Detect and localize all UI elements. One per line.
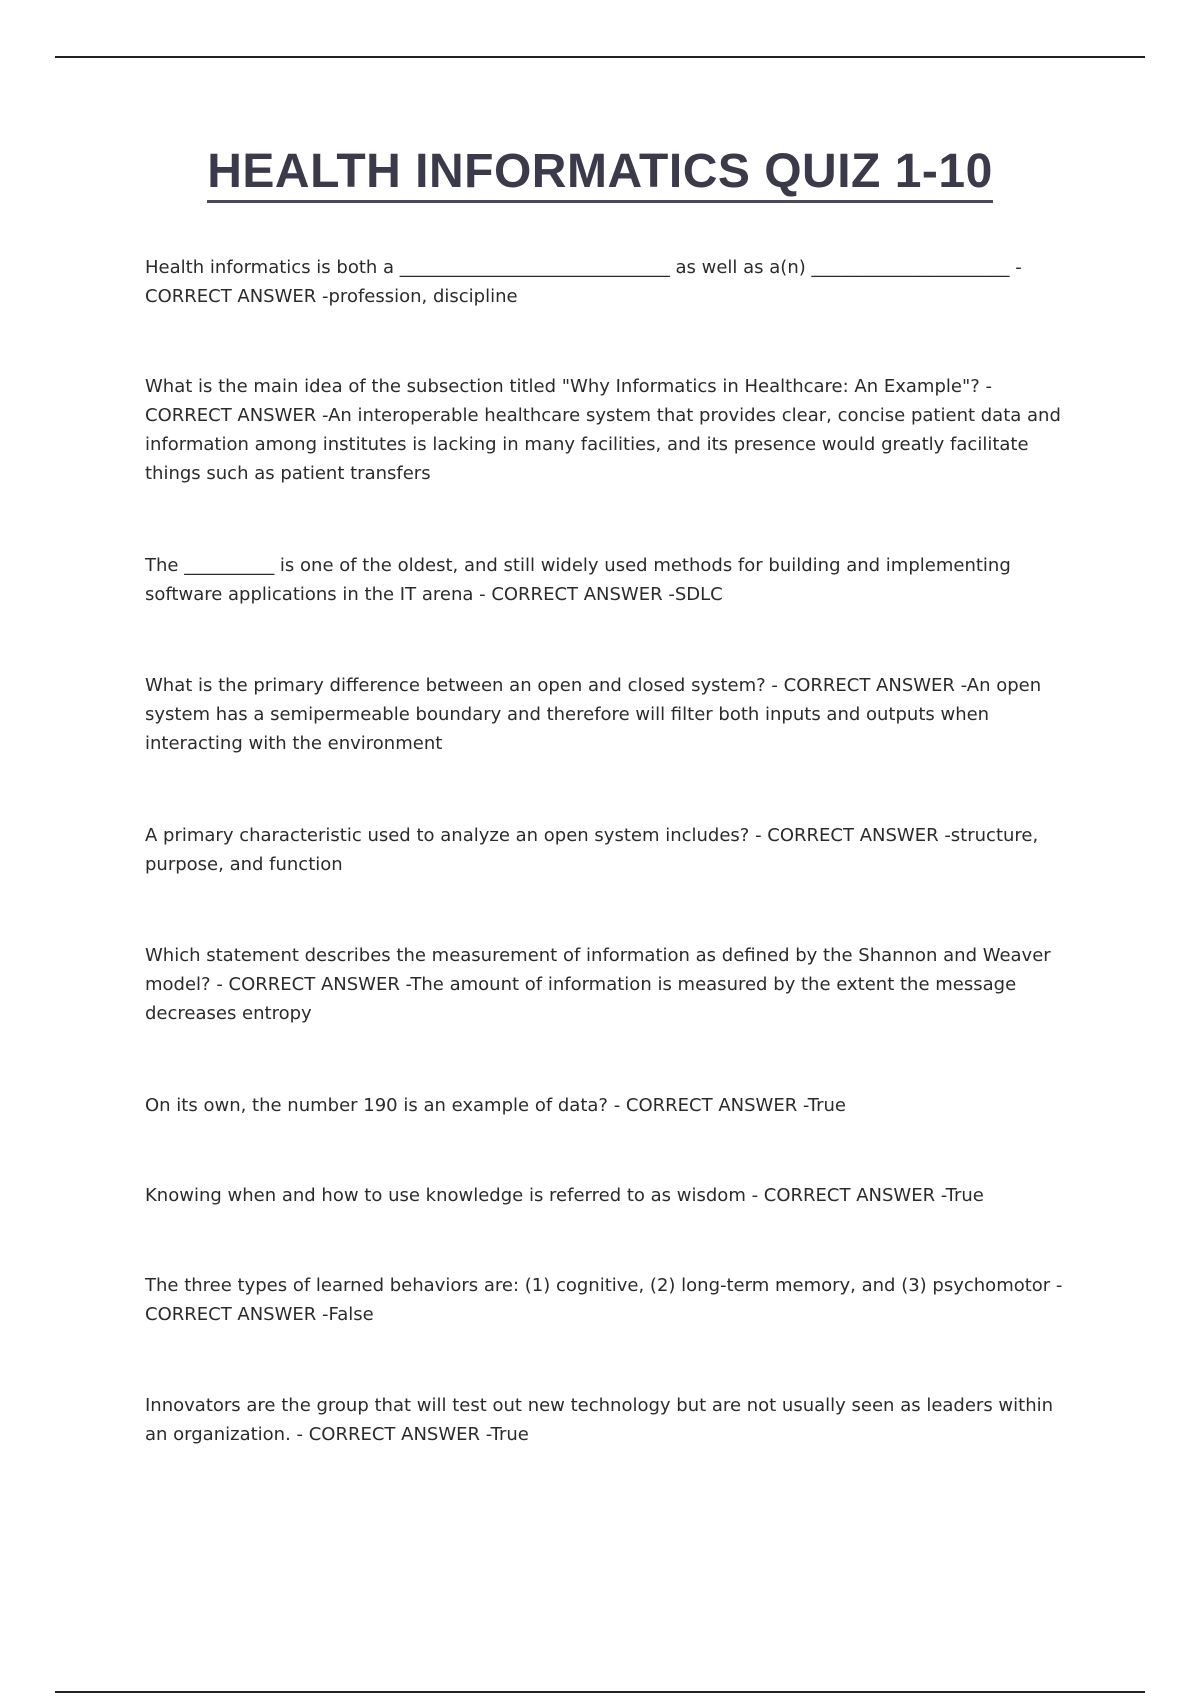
qa-item-9: The three types of learned behaviors are: (1) cognitive, (2) long-term memory, and (3) psychomotor - CORRECT ANSWER -False [145, 1275, 1063, 1325]
qa-item-8: Knowing when and how to use knowledge is referred to as wisdom - CORRECT ANSWER -True [145, 1185, 984, 1206]
qa-item-10: Innovators are the group that will test out new technology but are not usually seen as leaders within an organization. - CORRECT ANSWER -True [145, 1395, 1054, 1445]
top-rule [55, 56, 1145, 58]
qa-item-7: On its own, the number 190 is an example of data? - CORRECT ANSWER -True [145, 1095, 847, 1116]
qa-item-6: Which statement describes the measurement of information as defined by the Shannon and Weaver model? - CORRECT ANSWER -The amount of information is measured by the extent the message decreases entropy [145, 945, 1051, 1024]
qa-item-3: The __________ is one of the oldest, and still widely used methods for building and implementing software applications in the IT arena - CORRECT ANSWER -SDLC [145, 555, 1011, 605]
qa-item-5: A primary characteristic used to analyze an open system includes? - CORRECT ANSWER -structure, purpose, and function [145, 825, 1039, 875]
page-title: HEALTH INFORMATICS QUIZ 1-10 [207, 148, 993, 203]
qa-item-4: What is the primary difference between an open and closed system? - CORRECT ANSWER -An open system has a semipermeable boundary and therefore will filter both inputs and outputs when interacting with the environment [145, 675, 1042, 754]
qa-item-1: Health informatics is both a ______________________________ as well as a(n) ______________________ - CORRECT ANSWER -profession, discipline [145, 257, 1022, 307]
qa-item-2: What is the main idea of the subsection titled "Why Informatics in Healthcare: An Example"? - CORRECT ANSWER -An interoperable healthcare system that provides clear, concise patient data and information among institutes is lacking in many facilities, and its presence would greatly facilitate things such as patient transfers [145, 376, 1061, 484]
bottom-rule [55, 1691, 1145, 1693]
title-container [0, 145, 1200, 203]
